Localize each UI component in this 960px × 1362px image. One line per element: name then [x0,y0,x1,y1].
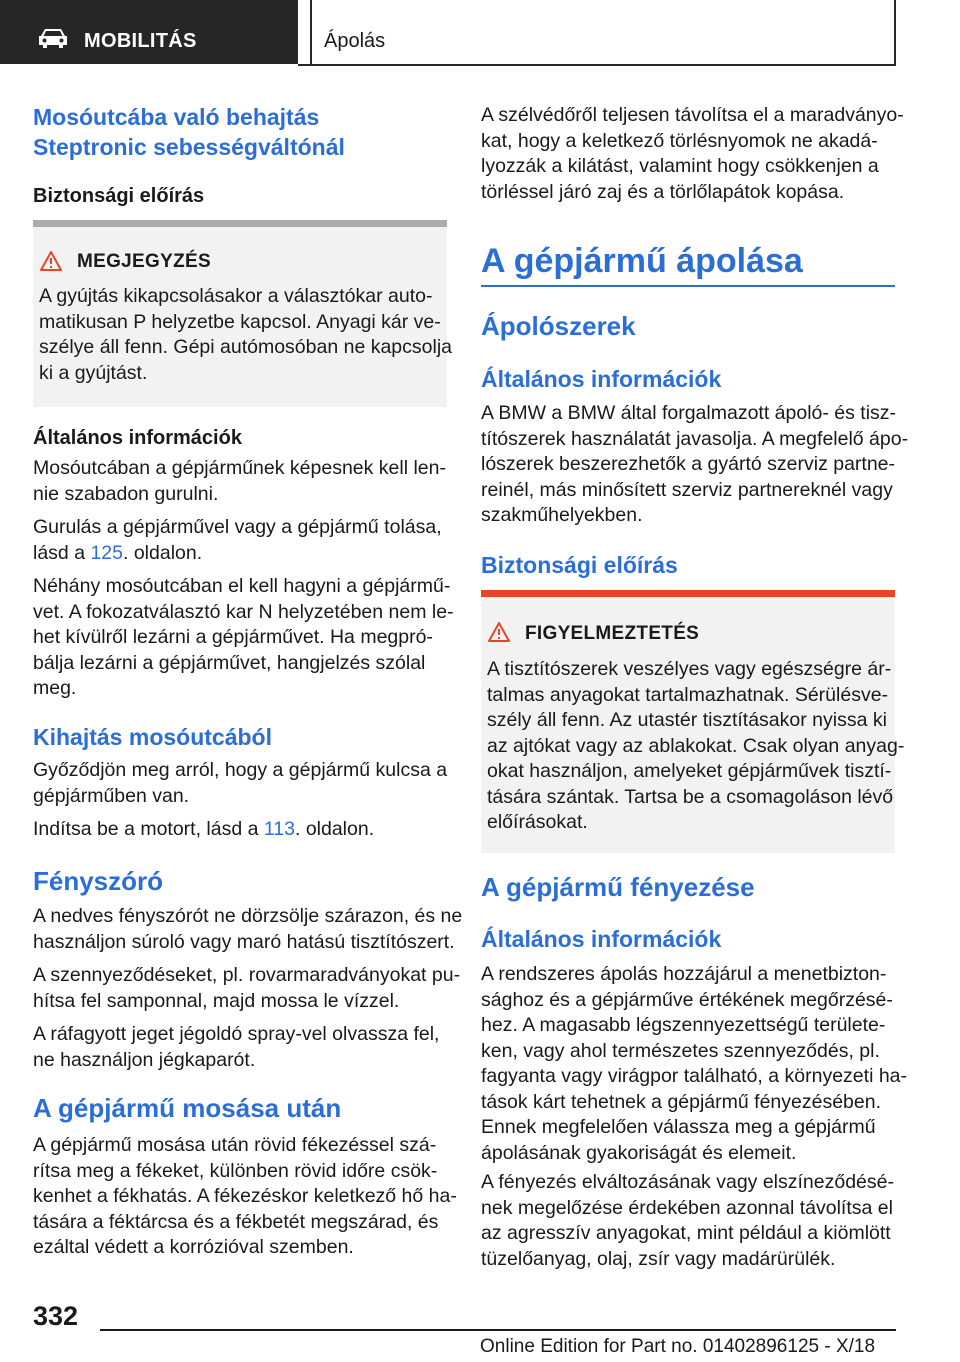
section-title-line: Mosóutcába való behajtás [33,104,320,130]
text-line: kat, hogy a keletkező törlésnyomok ne akadá- [481,129,878,152]
warning-triangle-icon [488,622,510,642]
paragraph [33,1022,439,1073]
general-heading: Általános információk [481,366,722,392]
general-heading: Általános információk [33,427,242,449]
warning-triangle-icon [40,251,62,271]
text-line: tására a féktárcsa és a fékbetét megszárad, és [33,1210,439,1233]
text-line: Gurulás a gépjárművel vagy a gépjármű tolása, [33,516,442,538]
paragraph [33,817,374,843]
paint-heading: A gépjármű fényezése [481,872,755,902]
paragraph [33,963,460,1014]
headlight-heading: Fényszóró [33,866,164,896]
text-span: Indítsa be a motort, lásd a [33,818,264,840]
text-line: fagyanta vagy virágpor található, a környezeti ha- [481,1065,908,1087]
text-line: az ajtókat vagy az ablakokat. Csak olyan anyag- [487,734,905,757]
text-line: nek megelőzése érdekében azonnal távolítsa el [481,1196,893,1219]
text-line: A gépjármű mosása után rövid fékezéssel szá- [33,1134,437,1156]
text-line: talmas anyagokat tartalmazhatnak. Sérülésve- [487,683,889,706]
text-line: lyozzák a kilátást, valamint hogy csökkenjen a [481,155,879,177]
text-line: tások kárt tehetnek a gépjármű fényezésében. [481,1090,881,1113]
paragraph [481,103,904,205]
chapter-title: Ápolás [324,30,386,52]
paragraph [33,1133,457,1261]
text-line: bálja lezárni a gépjárművet, hangjelzés szólal [33,651,426,674]
page-link-113[interactable]: 113 [263,818,295,840]
text-line: törléssel járó zaj és a törlőlapátok kopása. [481,180,845,203]
text-line: Győződjön meg arról, hogy a gépjármű kulcsa a [33,759,448,781]
text-line: A szélvédőről teljesen távolítsa el a maradványo- [481,104,904,126]
note-text [39,284,452,386]
exit-heading: Kihajtás mosóutcából [33,724,272,750]
paragraph [33,758,447,809]
note-label: MEGJEGYZÉS [77,251,211,272]
safety-heading: Biztonsági előírás [33,185,205,207]
text-line: A nedves fényszórót ne dörzsölje szárazon, és ne [33,905,463,927]
text-line: rítsa meg a fékeket, különben rövid időre csök- [33,1159,438,1182]
text-line: títószerek használatát javasolja. A megfelelő ápo- [481,427,909,450]
text-line: Néhány mosóutcában el kell hagyni a gépjármű- [33,575,451,597]
footer-rule [100,1329,896,1331]
header-divider [310,0,312,64]
text-line: A ráfagyott jeget jégoldó spray-vel olvassza fel, [33,1023,440,1045]
text-line: het kívülről lezárni a gépjárművet. Ha megpró- [33,626,433,648]
paragraph [481,1170,894,1272]
text-line: ki a gyújtást. [39,361,148,384]
text-span: lásd a [33,541,91,564]
warning-box [481,590,905,853]
header-divider-right [894,0,896,66]
paragraph [33,456,446,507]
note-box [33,220,453,407]
text-line: tására szántak. Tartsa be a csomagoláson lévő [487,785,894,808]
text-line: sághoz és a gépjárműve értékének megőrzésé- [481,988,893,1011]
header-rule [298,64,896,66]
text-line: ne használjon jégkaparót. [33,1048,256,1071]
text-line: nie szabadon gurulni. [33,482,219,505]
text-line: szélye áll fenn. Gépi autómosóban ne kapcsolja [39,336,453,358]
text-line: ápolásának gyakoriságát és elemeit. [481,1141,797,1164]
text-line: A tisztítószerek veszélyes vagy egészségre ár- [487,658,892,680]
warning-text [487,657,904,836]
text-line: használjon súroló vagy maró hatású tisztítószert. [33,930,455,953]
page-header [0,0,960,66]
text-line: A rendszeres ápolás hozzájárul a menetbizton- [481,963,887,985]
page-link-125[interactable]: 125 [90,541,123,564]
paragraph [481,401,908,529]
paragraph [481,962,907,1166]
text-line: kenhet a fékhatás. A fékezéskor keletkező hő ha- [33,1185,457,1207]
general-heading: Általános információk [481,926,722,952]
text-line: tüzelőanyag, olaj, zsír vagy madárürülék. [481,1247,836,1270]
text-line: gépjárműben van. [33,784,190,807]
after-wash-heading: A gépjármű mosása után [33,1093,342,1123]
text-line: A fényezés elváltozásának vagy elszíneződésé- [481,1171,894,1193]
paragraph [33,515,442,566]
section-title [33,104,345,161]
text-line: Mosóutcában a gépjárműnek képesnek kell len- [33,457,446,479]
section-tab [0,0,298,64]
text-line [33,541,442,567]
page-number: 332 [33,1301,79,1331]
products-heading: Ápolószerek [481,311,636,341]
warning-label: FIGYELMEZTETÉS [525,623,700,644]
text-line: előírásokat. [487,811,588,833]
care-heading: A gépjármű ápolása [481,242,803,280]
text-line: hez. A magasabb légszennyezettségű területe- [481,1014,886,1036]
text-line: lószerek beszerezhetők a gyártó szerviz partne- [481,453,896,475]
car-icon [36,26,70,50]
text-line: meg. [33,677,77,699]
text-line: A szennyeződéseket, pl. rovarmaradványokat pu- [33,964,461,986]
text-line: matikusan P helyzetbe kapcsol. Anyagi kár ve- [39,310,441,333]
edition-text: Online Edition for Part no. 01402896125 - X/18 [480,1336,876,1357]
safety-heading: Biztonsági előírás [481,552,678,578]
text-line: hítsa fel samponnal, majd mossa le vízzel. [33,989,400,1012]
text-line: vet. A fokozatválasztó kar N helyzetében nem le- [33,600,454,623]
text-line: reinél, más minősített szerviz partnereknél vagy [481,478,893,501]
text-line: ezáltal védett a korrózióval szemben. [33,1236,354,1258]
section-label: MOBILITÁS [84,30,197,52]
text-line: szakműhelyekben. [481,504,643,526]
text-line: A gyújtás kikapcsolásakor a választókar auto- [39,285,433,307]
text-line: A BMW a BMW által forgalmazott ápoló- és tisz- [481,402,897,424]
section-title-line: Steptronic sebességváltónál [33,134,345,160]
text-span: . oldalon. [123,541,203,564]
heading-rule [481,285,895,287]
text-span: . oldalon. [294,818,375,840]
paragraph [33,904,462,955]
text-line: az agresszív anyagokat, mint például a kiömlött [481,1222,891,1244]
text-line: szély áll fenn. Az utastér tisztításakor nyissa ki [487,709,887,731]
paragraph [33,574,454,702]
text-line: okat használjon, amelyeket gépjárművek tisztí- [487,760,892,782]
text-line: Ennek megfelelően válassza meg a gépjármű [481,1116,876,1138]
text-line: ken, vagy ahol természetes szennyeződés, pl. [481,1039,880,1062]
